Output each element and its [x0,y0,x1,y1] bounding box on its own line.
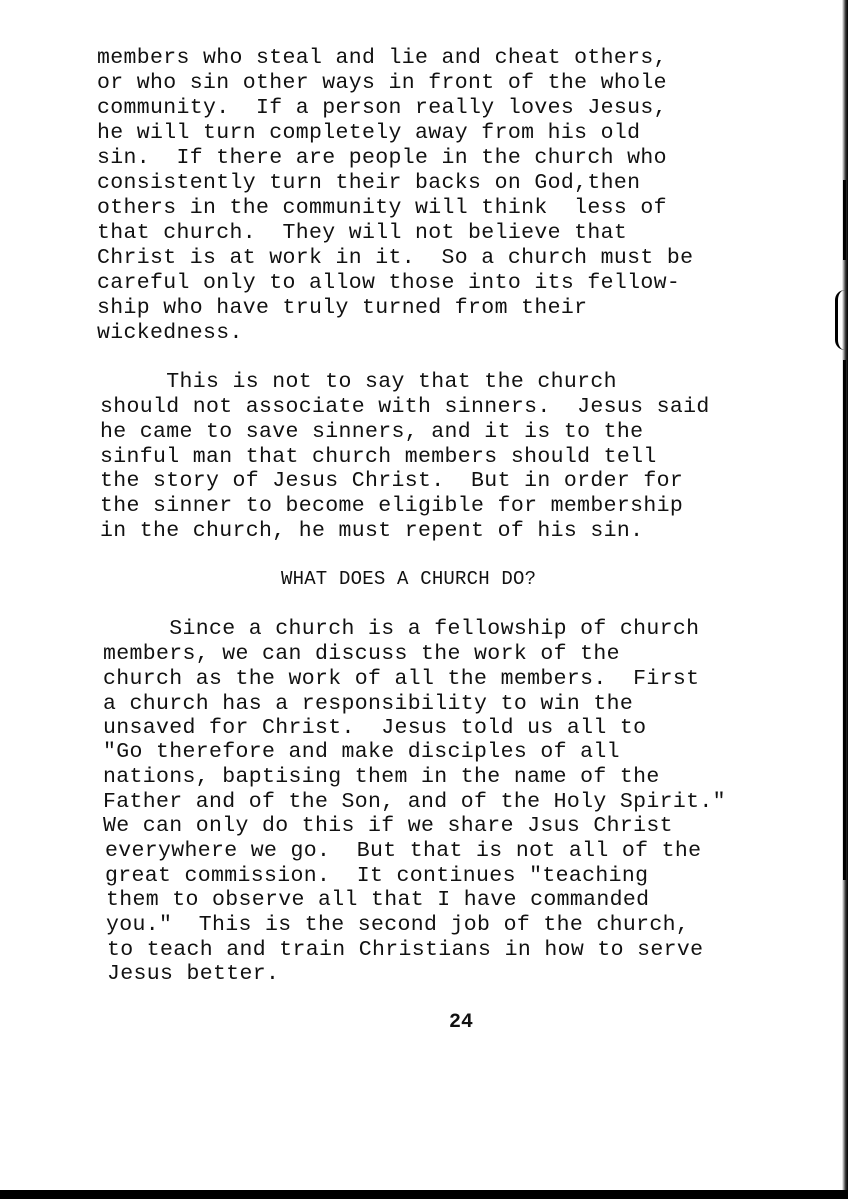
text-line: wickedness. [97,321,243,345]
text-line: to teach and train Christians in how to serve [107,938,704,962]
text-line: This is not to say that the church [100,370,617,394]
text-line: great commission. It continues "teaching [105,864,649,888]
text-line: We can only do this if we share Jsus Christ [103,814,673,838]
text-line: others in the community will think less of [97,196,667,220]
text-line: that church. They will not believe that [97,221,628,245]
text-line: them to observe all that I have commanded [106,888,650,912]
text-line: in the church, he must repent of his sin. [100,519,644,543]
text-line: should not associate with sinners. Jesus said [100,395,710,419]
scan-edge-mark [843,360,846,880]
text-line: he will turn completely away from his old [97,121,641,145]
page-number: 24 [449,1011,474,1034]
text-line: church as the work of all the members. First [103,667,700,691]
text-line: everywhere we go. But that is not all of the [105,839,702,863]
section-heading: WHAT DOES A CHURCH DO? [281,568,537,590]
text-line: unsaved for Christ. Jesus told us all to [103,716,647,740]
scan-edge-bottom [0,1190,848,1199]
text-line: nations, baptising them in the name of the [103,765,660,789]
text-line: ship who have truly turned from their [97,296,588,320]
text-line: members who steal and lie and cheat others, [97,46,667,70]
scan-edge-mark [843,180,846,260]
scan-bracket-mark [835,290,848,350]
text-line: you." This is the second job of the church, [106,913,690,937]
text-line: sinful man that church members should tell [100,445,657,469]
text-line: consistently turn their backs on God,then [97,171,641,195]
text-line: or who sin other ways in front of the whole [97,71,667,95]
text-line: Since a church is a fellowship of church [103,617,700,641]
text-line: Christ is at work in it. So a church must be [97,246,694,270]
text-line: community. If a person really loves Jesus, [97,96,667,120]
text-line: the story of Jesus Christ. But in order for [100,469,684,493]
text-line: the sinner to become eligible for membership [100,494,684,518]
text-line: careful only to allow those into its fellow- [97,271,681,295]
text-line: sin. If there are people in the church who [97,146,667,170]
text-line: he came to save sinners, and it is to the [100,420,644,444]
text-line: Father and of the Son, and of the Holy Spirit." [103,790,726,814]
text-line: members, we can discuss the work of the [103,642,620,666]
text-line: a church has a responsibility to win the [103,692,634,716]
text-line: Jesus better. [107,962,280,986]
text-line: "Go therefore and make disciples of all [103,740,620,764]
